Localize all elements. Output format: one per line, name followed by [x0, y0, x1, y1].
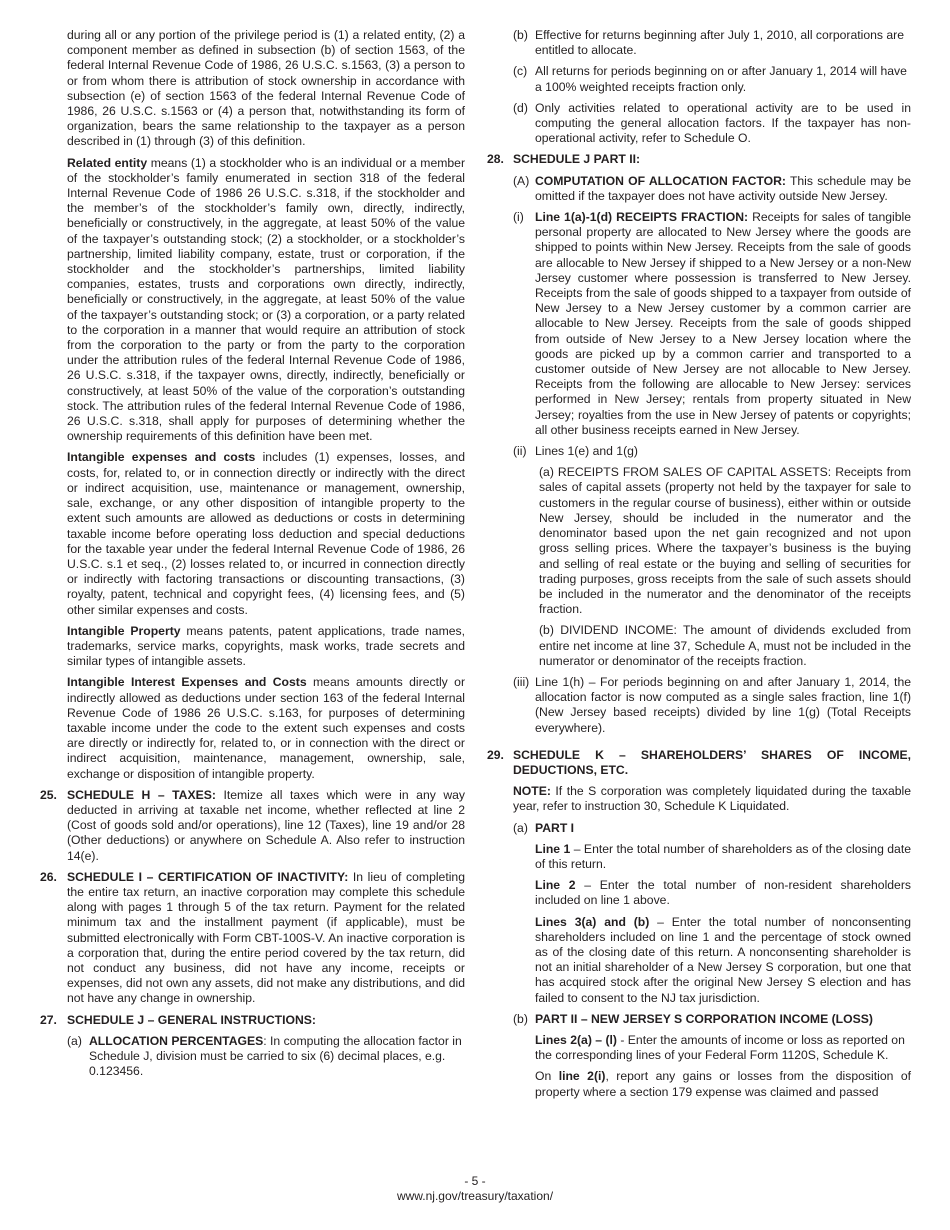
sub-item-c: (c) All returns for periods beginning on or after January 1, 2014 will have a 100% weighted receipts fraction only. — [513, 64, 907, 94]
capital-assets-paragraph: (a) RECEIPTS FROM SALES OF CAPITAL ASSETS: Receipts from sales of capital assets (property not held by the taxpayer for sale to customers in the regular course of business), either within or outside New Jersey, should be included in the numerator and the denominator based upon the net gain recognized and not upon gross selling prices. Where the taxpayer’s business is the buying and selling of real estate or the buying and selling of securities for trading purposes, gross receipts from the sale of such assets should be included in the numerator and the denominator of the receipts fraction. — [539, 465, 911, 617]
paragraph-related-entity: Related entity means (1) a stockholder who is an individual or a member of the stockholder’s family enumerated in section 318 of the federal Internal Revenue Code of 1986 26 U.S.C. s.318, if the stockholder and the member’s of the stockholder’s family own, directly, indirectly, beneficially or constructively, in the aggregate, at least 50% of the value of the taxpayer’s outstanding stock; (2) a stockholder, or a stockholder’s partnership, limited liability company, estate, trust or corporation, if the stockholder and the stockholder’s partnerships, limited liability companies, estates, trusts and corporations own directly, indirectly, beneficially or constructively, in the aggregate, at least 50% of the value of the taxpayer’s outstanding stock; or (3) a corporation, or a party related to the corporation in a manner that would require an attribution of stock from the corporation to the party or from the party to the corporation under the attribution rules of the federal Internal Revenue Code of 1986, 26 U.S.C. s.318, if the taxpayer owns, directly, indirectly, beneficially or constructively, at least 50% of the value of the corporation’s outstanding stock. The attribution rules of the federal Internal Revenue Code of 1986, 26 U.S.C. s.318, shall apply for purposes of determining whether the ownership requirements of this definition have been met. — [67, 155, 465, 444]
instruction-28: 28. SCHEDULE J PART II: (A) COMPUTATION OF ALLOCATION FACTOR: This schedule may be omitted if the taxpayer does not have activity outside New Jersey. (i) Line 1(a)-1(d) RECEIPTS FRACTION: Receipts for sales of tangible personal property are allocated to New Jersey where the goods are shipped to points within New Jersey. Receipts from the sale of goods are allocable to New Jersey if shipped to a New Jersey or a non-New Jersey customer where possession is transferred to New Jersey. Receipts from the sale of goods shipped to a taxpayer from outside of New Jersey to a New Jersey customer by a common carrier are allocable to New Jersey. Receipts from the sale of goods shipped from outside of New Jersey to a New Jersey location where the goods are picked up by a common carrier and transported to a customer outside of New Jersey are not allocable to New Jersey. Receipts from the following are allocable to New Jersey: services performed in New Jersey; rentals from property situated in New Jersey; royalties from the use in New Jersey of patents or copyrights; all other business receipts earned in New Jersey. (ii) Lines 1(e) and 1(g) (a) RECEIPTS FROM SALES OF CAPITAL ASSETS: Receipts from sales of capital assets (property not held by the taxpayer for sale to customers in the regular course of business), either within or outside New Jersey, should be included in the numerator and the denominator based upon the net gain recognized and not upon gross selling prices. Where the taxpayer’s business is the buying and selling of real estate or the buying and selling of securities for trading purposes, gross receipts from the sale of such assets should be included in the numerator and the denominator of the receipts fraction. (b) DIVIDEND INCOME: The amount of dividends excluded from entire net income at line 37, Schedule A, must not be included in the numerator or denominator of the receipts fraction. (iii) Line 1(h) – For periods beginning on and after January 1, 2014, the allocation factor is now computed as a single sales fraction, line 1(f) (New Jersey based receipts) divided by line 1(g) (Total Receipts everywhere). — [487, 152, 911, 735]
sub-item-a: (a) ALLOCATION PERCENTAGES: In computing the allocation factor in Schedule J, division must be carried to six (6) decimal places, e.g. 0.123456. — [67, 1033, 462, 1079]
paragraph-intangible-interest: Intangible Interest Expenses and Costs means amounts directly or indirectly allowed as deductions under section 163 of the federal Internal Revenue Code of 1986 26 U.S.C. s.163, for purposes of determining taxable income under the code to the extent such expenses and costs are directly or indirectly for, related to, or in connection with the direct or indirect acquisition, maintenance, management, ownership, sale, exchange or disposition of intangible property. — [67, 675, 465, 781]
sub-item-iii: (iii) Line 1(h) – For periods beginning on and after January 1, 2014, the allocation factor is now computed as a single sales fraction, line 1(f) (New Jersey based receipts) divided by line 1(g) (Total Receipts everywhere). — [513, 674, 911, 735]
sub-item-i: (i) Line 1(a)-1(d) RECEIPTS FRACTION: Receipts for sales of tangible personal property are allocated to New Jersey where the goods are shipped to points within New Jersey. Receipts from the sale of goods are allocable to New Jersey if shipped to a New Jersey or a non-New Jersey customer where possession is transferred to New Jersey. Receipts from the sale of goods shipped to a taxpayer from outside of New Jersey to a New Jersey customer by a common carrier are allocable to New Jersey. Receipts from the sale of goods shipped from outside of New Jersey to a New Jersey location where the goods are picked up by a common carrier and transported to a customer outside of New Jersey are not allocable to New Jersey. Receipts from the following are allocable to New Jersey: services performed in New Jersey; rentals from property situated in New Jersey; royalties from the use in New Jersey of patents or copyrights; all other business receipts earned in New Jersey. — [513, 210, 911, 437]
note: NOTE: If the S corporation was completely liquidated during the taxable year, refer to instruction 30, Schedule K Liquidated. — [513, 784, 911, 814]
sub-item-ii: (ii) Lines 1(e) and 1(g) (a) RECEIPTS FROM SALES OF CAPITAL ASSETS: Receipts from sales of capital assets (property not held by the taxpayer for sale to customers in the regular course of business), either within or outside New Jersey, should be included in the numerator and the denominator based upon the net gain recognized and not upon gross selling prices. Where the taxpayer’s business is the buying and selling of real estate or the buying and selling of securities for trading purposes, gross receipts from the sale of such assets should be included in the numerator and the denominator of the receipts fraction. (b) DIVIDEND INCOME: The amount of dividends excluded from entire net income at line 37, Schedule A, must not be included in the numerator or denominator of the receipts fraction. — [513, 444, 911, 668]
line-1: Line 1 – Enter the total number of shareholders as of the closing date of this return. — [535, 841, 912, 871]
line-2i: On line 2(i), report any gains or losses from the disposition of property where a section 179 expense was claimed and passed — [535, 1069, 911, 1099]
paragraph: during all or any portion of the privilege period is (1) a related entity, (2) a component member as defined in subsection (b) of section 1563, of the federal Internal Revenue Code of 1986, 26 U.S.C. s.1563, (3) a person to or from whom there is attribution of stock ownership in accordance with subsection (e) of section 1563 of the federal Internal Revenue Code of 1986, 26 U.S.C. s.1563 or (4) a person that, notwithstanding its form of organization, bears the same relationship to the taxpayer as a person described in (1) through (3) of this definition. — [67, 28, 465, 149]
page-number: - 5 - — [464, 1174, 486, 1188]
lines-2a-l: Lines 2(a) – (l) - Enter the amounts of income or loss as reported on the corresponding lines of your Federal Form 1120S, Schedule K. — [535, 1032, 905, 1063]
paragraph-intangible-property: Intangible Property means patents, patent applications, trade names, trademarks, service marks, copyrights, mask works, trade secrets and similar types of intangible assets. — [67, 623, 465, 669]
instruction-25: 25. SCHEDULE H – TAXES: Itemize all taxes which were in any way deducted in arriving at taxable net income, whether reflected at line 2 (Cost of goods sold and/or operations), line 12 (Taxes), line 19 and/or 28 (Other deductions) or anywhere on Schedule A. Also refer to instruction 14(e). — [40, 787, 465, 863]
instruction-27: 27. SCHEDULE J – GENERAL INSTRUCTIONS: (a) ALLOCATION PERCENTAGES: In computing the allocation factor in Schedule J, division must be carried to six (6) decimal places, e.g. 0.123456. — [40, 1013, 465, 1086]
sub-item-d: (d) Only activities related to operational activity are to be used in computing the general allocation factors. If the taxpayer has non-operational activity, refer to Schedule O. — [513, 100, 911, 146]
paragraph-intangible-expenses: Intangible expenses and costs includes (1) expenses, losses, and costs, for, related to, or in connection directly or indirectly with the direct or indirect acquisition, use, maintenance or management, ownership, sale, exchange, or any other disposition of intangible property to the extent such amounts are allowed as deductions or costs in determining taxable income before operating loss deduction and special deductions for the taxable year under the federal Internal Revenue Code of 1986, 26 U.S.C. s.1 et seq., (2) losses related to, or incurred in connection directly or indirectly with factoring transactions or discounting transactions, (3) royalty, patent, technical and copyright fees, (4) licensing fees, and (5) other similar expenses and costs. — [67, 450, 465, 617]
sub-item-part-ii: (b) PART II – NEW JERSEY S CORPORATION INCOME (LOSS) Lines 2(a) – (l) - Enter the amounts of income or loss as reported on the corresponding lines of your Federal Form 1120S, Schedule K. On line 2(i), report any gains or losses from the disposition of property where a section 179 expense was claimed and passed — [513, 1011, 911, 1099]
sub-item-b: (b) Effective for returns beginning after July 1, 2010, all corporations are entitled to allocate. — [513, 28, 904, 58]
instruction-29: 29. SCHEDULE K – SHAREHOLDERS’ SHARES OF INCOME, DEDUCTIONS, ETC. NOTE: If the S corporation was completely liquidated during the taxable year, refer to instruction 30, Schedule K Liquidated. (a) PART I Line 1 – Enter the total number of shareholders as of the closing date of this return. Line 2 – Enter the total number of non-resident shareholders included on line 1 above. Lines 3(a) and (b) – Enter the total number of nonconsenting shareholders included on line 1 and the percentage of stock owned as of the closing date of this return. A nonconsenting shareholder is not an initial shareholder of a New Jersey S corporation, but one that has acquired stock after the original New Jersey S election and has failed to consent to the NJ tax jurisdiction. (b) PART II – NEW JERSEY S CORPORATION INCOME (LOSS) Lines 2(a) – (l) - Enter the amounts of income or loss as reported on the corresponding lines of your Federal Form 1120S, Schedule K. On line 2(i), report any gains or losses from the disposition of property where a section 179 expense was claimed and passed — [487, 747, 912, 1099]
lines-3: Lines 3(a) and (b) – Enter the total number of nonconsenting shareholders included on line 1 and the percentage of stock owned as of the closing date of this return. A nonconsenting shareholder is not an initial shareholder of a New Jersey S corporation, but one that has acquired stock after the original New Jersey S election and has failed to consent to the NJ tax jurisdiction. — [535, 914, 911, 1005]
dividend-income-paragraph: (b) DIVIDEND INCOME: The amount of dividends excluded from entire net income at line 37, Schedule A, must not be included in the numerator or denominator of the receipts fraction. — [539, 623, 911, 668]
footer-url[interactable]: www.nj.gov/treasury/taxation/ — [396, 1189, 554, 1203]
right-column — [487, 28, 911, 1112]
sub-item-part-i: (a) PART I Line 1 – Enter the total number of shareholders as of the closing date of this return. Line 2 – Enter the total number of non-resident shareholders included on line 1 above. Lines 3(a) and (b) – Enter the total number of nonconsenting shareholders included on line 1 and the percentage of stock owned as of the closing date of this return. A nonconsenting shareholder is not an initial shareholder of a New Jersey S corporation, but one that has acquired stock after the original New Jersey S election and has failed to consent to the NJ tax jurisdiction. — [513, 820, 912, 1005]
left-column — [40, 28, 465, 1091]
sub-item-A: (A) COMPUTATION OF ALLOCATION FACTOR: This schedule may be omitted if the taxpayer does not have activity outside New Jersey. — [513, 173, 911, 203]
instruction-26: 26. SCHEDULE I – CERTIFICATION OF INACTIVITY: In lieu of completing the entire tax return, an inactive corporation may complete this schedule along with pages 1 through 5 of the tax return. Payment for the related minimum tax and the installment payment (if applicable), must be submitted electronically with Form CBT-100S-V. An inactive corporation is a corporation that, during the entire period covered by the tax return, did not conduct any business, did not have any income, receipts or expenses, did not own any assets, did not make any distributions, and did not have any change in ownership. — [40, 869, 465, 1006]
line-2: Line 2 – Enter the total number of non-resident shareholders included on line 1 above. — [535, 878, 911, 908]
